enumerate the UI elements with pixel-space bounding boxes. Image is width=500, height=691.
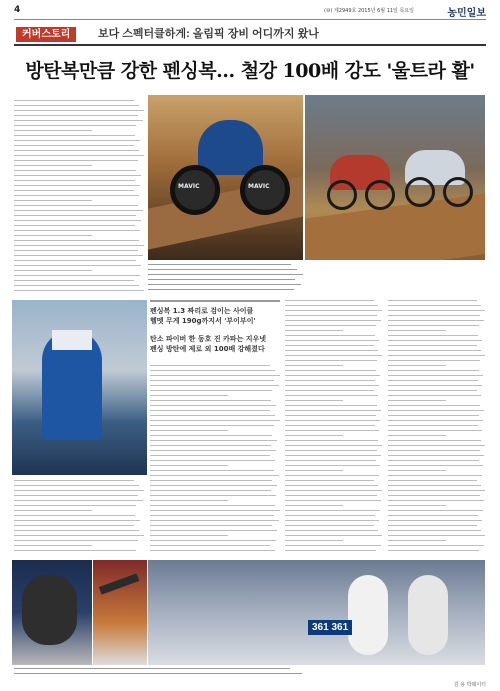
section-strip [14, 24, 486, 46]
text-line [285, 305, 378, 306]
text-line [14, 195, 139, 196]
text-line [388, 475, 482, 476]
text-line [388, 395, 481, 396]
text-line [14, 150, 139, 151]
text-line [285, 525, 374, 526]
text-line [285, 325, 376, 326]
text-line [150, 525, 272, 526]
text-line [285, 370, 376, 371]
text-line [285, 400, 343, 401]
text-line [388, 370, 479, 371]
text-line [388, 360, 480, 361]
text-line [14, 255, 143, 256]
text-line [14, 520, 140, 521]
text-line [14, 210, 143, 211]
text-line [14, 260, 136, 261]
bottom-photo-caption [14, 668, 314, 682]
article-headline: 방탄복만큼 강한 펜싱복… 철강 100배 강도 '울트라 활' [25, 60, 475, 82]
text-line [285, 505, 343, 506]
athlete-photo [12, 300, 147, 475]
text-line [285, 535, 382, 536]
text-line [14, 230, 140, 231]
text-line [14, 145, 134, 146]
text-line [388, 305, 481, 306]
text-line [388, 520, 482, 521]
text-line [14, 135, 135, 136]
text-line [388, 415, 479, 416]
text-line [150, 465, 228, 466]
text-line [150, 395, 228, 396]
text-line [388, 515, 478, 516]
text-line [14, 190, 134, 191]
pull-quote-line-4: 펜싱 방탄에 제로 외 100배 강해졌다 [150, 345, 265, 353]
text-line [388, 325, 479, 326]
text-line [388, 300, 477, 301]
text-line [14, 515, 135, 516]
text-line [150, 380, 274, 381]
text-line [150, 480, 272, 481]
text-line [148, 289, 294, 290]
text-line [285, 430, 379, 431]
pull-quote-line-2: 헬멧 무게 190g까지서 '부이부이' [150, 317, 256, 325]
photo-credit: 김 용 박웨이터 [453, 682, 486, 688]
text-line [285, 460, 376, 461]
text-line [150, 540, 276, 541]
text-line [14, 285, 139, 286]
text-line [388, 510, 483, 511]
text-line [14, 510, 92, 511]
text-line [150, 375, 280, 376]
text-line [285, 500, 381, 501]
text-line [148, 279, 295, 280]
text-line [285, 475, 379, 476]
text-line [285, 545, 381, 546]
text-line [150, 425, 274, 426]
text-line [388, 465, 483, 466]
text-line [388, 445, 485, 446]
text-line [285, 385, 379, 386]
text-line [150, 365, 270, 366]
text-line [148, 274, 303, 275]
text-line [285, 355, 382, 356]
text-line [388, 380, 478, 381]
text-line [388, 490, 485, 491]
text-line [388, 440, 481, 441]
text-line [388, 335, 478, 336]
text-line [150, 415, 275, 416]
text-line [388, 375, 483, 376]
text-line [14, 105, 139, 106]
text-line [150, 485, 277, 486]
text-line [388, 450, 480, 451]
text-line [14, 500, 143, 501]
text-line [150, 550, 275, 551]
text-line [150, 435, 272, 436]
newspaper-name: 농민일보 [447, 8, 486, 19]
text-line [14, 495, 138, 496]
text-line [285, 315, 377, 316]
text-line [285, 435, 343, 436]
text-line [148, 264, 291, 265]
text-line [285, 320, 381, 321]
text-line [150, 370, 275, 371]
text-line [150, 405, 276, 406]
text-line [14, 275, 140, 276]
text-line [14, 140, 140, 141]
text-line [150, 400, 271, 401]
text-line [285, 510, 380, 511]
text-line [150, 385, 279, 386]
text-line [388, 435, 446, 436]
cyclist-photo [148, 95, 303, 260]
text-line [388, 425, 478, 426]
text-line [285, 390, 374, 391]
text-line [285, 480, 374, 481]
text-line [150, 410, 270, 411]
text-line [388, 410, 484, 411]
text-line [14, 215, 136, 216]
text-line [150, 505, 275, 506]
text-line [388, 355, 485, 356]
text-line [150, 390, 272, 391]
text-line [285, 490, 382, 491]
text-line [285, 515, 375, 516]
text-line [14, 525, 134, 526]
text-line [285, 455, 381, 456]
section-title: 보다 스펙터클하게: 올림픽 장비 어디까지 왔나 [98, 28, 319, 40]
text-line [150, 450, 276, 451]
text-line [14, 125, 136, 126]
track-cycling-race-photo [305, 95, 485, 260]
text-line [285, 360, 377, 361]
text-line [14, 170, 136, 171]
text-line [285, 340, 379, 341]
text-line [285, 495, 377, 496]
text-line [14, 155, 144, 156]
text-line [388, 460, 479, 461]
text-line [388, 400, 446, 401]
text-line [285, 300, 374, 301]
text-line [388, 345, 477, 346]
text-line [388, 495, 480, 496]
text-line [150, 515, 274, 516]
text-line [14, 485, 139, 486]
text-line [14, 175, 141, 176]
fencing-photo [148, 560, 485, 665]
text-line [285, 395, 378, 396]
text-line [388, 320, 484, 321]
text-line [388, 530, 481, 531]
text-line [14, 270, 92, 271]
body-column-left-top [14, 100, 144, 295]
wheel-brand-text-2: MAVIC [248, 183, 270, 190]
text-line [150, 475, 279, 476]
text-line [285, 330, 343, 331]
text-line [285, 470, 343, 471]
text-line [150, 440, 277, 441]
text-line [150, 445, 271, 446]
text-line [150, 520, 279, 521]
text-line [285, 415, 376, 416]
text-line [285, 310, 382, 311]
text-line [388, 470, 446, 471]
text-line [388, 485, 481, 486]
page-number: 4 [14, 5, 21, 15]
swimmer-photo [12, 560, 92, 665]
text-line [14, 280, 134, 281]
text-line [14, 290, 144, 291]
text-line [285, 530, 378, 531]
text-line [14, 110, 144, 111]
text-line [14, 540, 138, 541]
text-line [148, 284, 301, 285]
text-line [285, 335, 375, 336]
text-line [285, 485, 378, 486]
text-line [14, 530, 139, 531]
text-line [388, 405, 480, 406]
text-line [388, 340, 482, 341]
text-line [285, 410, 381, 411]
text-line [14, 185, 140, 186]
text-line [388, 310, 485, 311]
text-line [14, 160, 138, 161]
text-line [14, 668, 290, 669]
text-line [14, 115, 138, 116]
text-line [285, 550, 376, 551]
text-line [285, 365, 343, 366]
text-line [285, 405, 377, 406]
text-line [14, 205, 138, 206]
text-line [150, 430, 228, 431]
text-line [14, 180, 135, 181]
text-line [285, 440, 378, 441]
text-line [285, 450, 377, 451]
text-line [388, 365, 446, 366]
section-tag: 커버스토리 [16, 27, 76, 42]
text-line [388, 350, 481, 351]
text-line [388, 315, 480, 316]
text-line [285, 345, 374, 346]
text-line [285, 375, 380, 376]
text-line [14, 235, 92, 236]
wheel-brand-text: MAVIC [178, 183, 200, 190]
text-line [388, 330, 446, 331]
text-line [285, 420, 380, 421]
text-line [388, 535, 485, 536]
text-line [388, 525, 477, 526]
text-line [150, 490, 271, 491]
text-line [14, 480, 134, 481]
body-column-right [388, 300, 485, 555]
text-line [150, 455, 270, 456]
text-line [14, 200, 92, 201]
text-line [14, 250, 138, 251]
text-line [388, 540, 446, 541]
text-line [285, 445, 382, 446]
pull-quote-line-3: 탄소 파이버 한 동호 진 카파는 지우넷 [150, 335, 267, 343]
text-line [388, 550, 479, 551]
text-line [388, 500, 484, 501]
text-line [14, 245, 144, 246]
text-line [285, 350, 378, 351]
text-line [285, 465, 380, 466]
text-line [388, 455, 484, 456]
text-line [285, 520, 379, 521]
text-line [14, 535, 144, 536]
text-line [150, 500, 228, 501]
text-line [14, 490, 144, 491]
text-line [150, 535, 228, 536]
text-line [285, 540, 343, 541]
text-line [285, 425, 375, 426]
text-line [14, 545, 92, 546]
text-line [148, 269, 297, 270]
photo-caption [148, 264, 303, 294]
text-line [150, 420, 280, 421]
body-column-left-bottom [14, 480, 144, 555]
text-line [388, 385, 482, 386]
text-line [388, 420, 483, 421]
text-line [14, 120, 143, 121]
text-line [150, 495, 276, 496]
text-line [14, 220, 141, 221]
text-line [285, 380, 375, 381]
text-line [388, 390, 477, 391]
text-line [150, 470, 274, 471]
text-line [14, 100, 134, 101]
fencing-score-board: 361 361 [308, 620, 352, 635]
text-line [14, 505, 136, 506]
text-line [388, 480, 477, 481]
pull-quote-line-1: 펜싱복 1.3 짜리로 검이는 사이클 [150, 307, 254, 315]
body-column-mid-left [150, 365, 280, 555]
text-line [14, 240, 139, 241]
issue-date-line: (⑩) 제2949호 2015년 6월 11일 목요일 [324, 8, 414, 14]
text-line [14, 130, 92, 131]
text-line [14, 165, 92, 166]
pole-vault-photo [93, 560, 147, 665]
text-line [388, 505, 446, 506]
text-line [388, 430, 482, 431]
body-column-mid-right [285, 300, 382, 555]
text-line [150, 460, 275, 461]
text-line [14, 673, 302, 674]
text-line [14, 225, 135, 226]
text-line [150, 510, 280, 511]
text-line [14, 550, 136, 551]
text-line [14, 265, 141, 266]
text-line [150, 545, 270, 546]
text-line [150, 530, 277, 531]
text-line [388, 545, 484, 546]
page-header [14, 4, 486, 20]
